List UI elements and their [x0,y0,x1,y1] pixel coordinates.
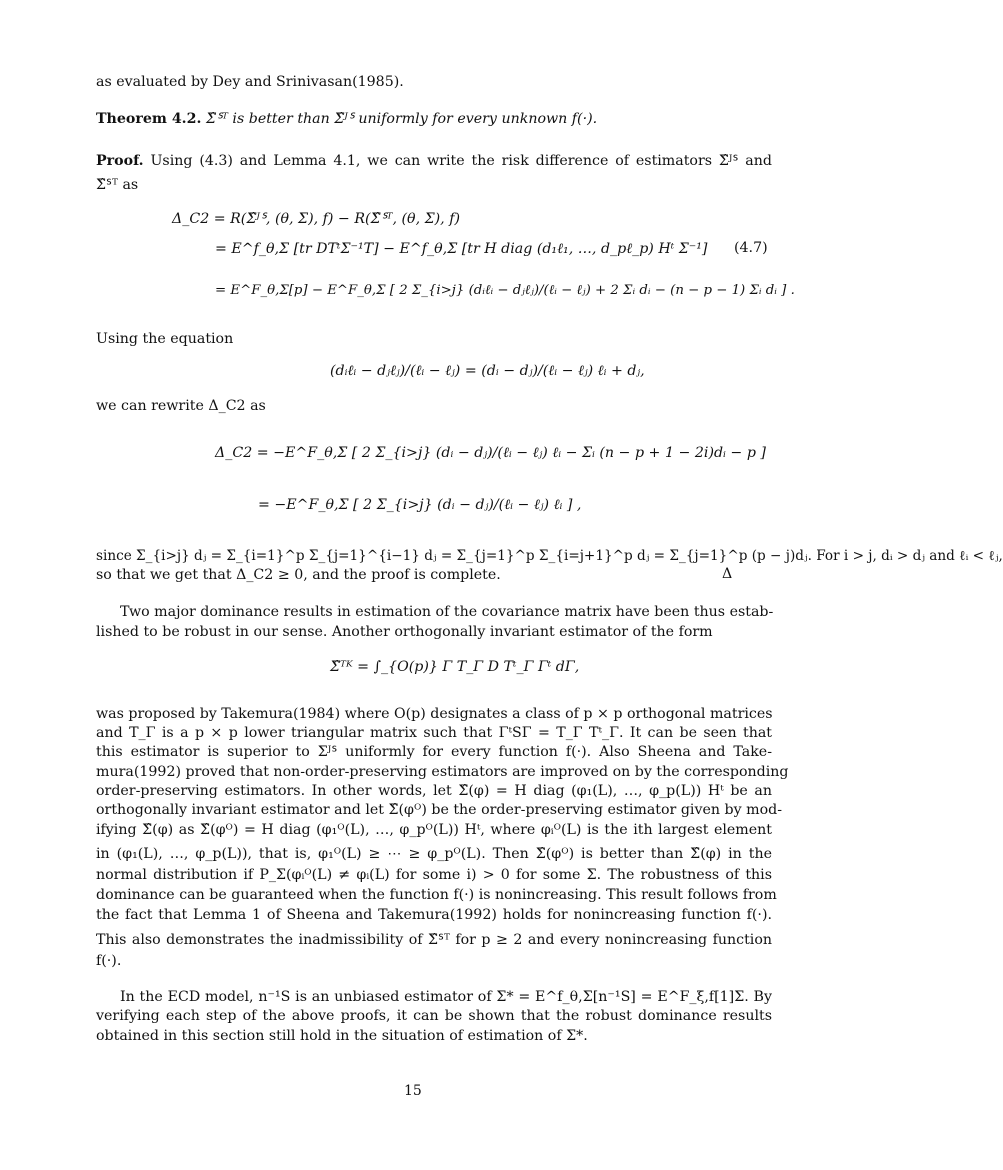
equation-number: (4.7) [734,240,768,256]
proof-text: Using (4.3) and Lemma 4.1, we can write the risk difference of estimators Σ̂ᴶᔆ and [150,153,772,169]
text-line: the fact that Lemma 1 of Sheena and Takemura(1992) holds for nonincreasing function f(·). [96,907,772,923]
text-line: this estimator is superior to Σᴶᔆ uniformly for every function f(·). Also Sheena and Take- [96,744,772,760]
text-line: verifying each step of the above proofs, it can be shown that the robust dominance results [96,1008,772,1024]
text-line: orthogonally invariant estimator and let Σ̂(φᴼ) be the order-preserving estimator given by mod- [96,802,782,818]
text-line: lished to be robust in our sense. Another orthogonally invariant estimator of the form [96,624,713,640]
theorem-text: Σ̂ᔆᵀ is better than Σ̂ᴶᔆ uniformly for every unknown f(·). [205,111,598,127]
proof-line-2: Σ̂ᔆᵀ as [96,177,139,193]
text-line: and T_Γ is a p × p lower triangular matrix such that ΓᵗSΓ = T_Γ Tᵗ_Γ. It can be seen that [96,725,772,741]
equation-delta-1: Δ_C2 = −E^F_θ,Σ [ 2 Σ_{i>j} (dᵢ − dⱼ)/(ℓᵢ − ℓⱼ) ℓᵢ − Σᵢ (n − p + 1 − 2i)dᵢ − p ] [215,445,766,461]
equation-delta-2: = −E^F_θ,Σ [ 2 Σ_{i>j} (dᵢ − dⱼ)/(ℓᵢ − ℓⱼ) ℓᵢ ] , [258,497,582,513]
text-line: obtained in this section still hold in the situation of estimation of Σ*. [96,1028,588,1044]
text-line: This also demonstrates the inadmissibility of Σ̂ᔆᵀ for p ≥ 2 and every nonincreasing function [96,932,772,948]
text-line: ifying Σ̂(φ) as Σ̂(φᴼ) = H diag (φ₁ᴼ(L), …, φ_pᴼ(L)) Hᵗ, where φᵢᴼ(L) is the ith largest element [96,822,772,838]
text-line: we can rewrite Δ_C2 as [96,398,266,414]
qed-symbol: Δ [722,566,733,582]
text-line: as evaluated by Dey and Srinivasan(1985). [96,74,404,90]
equation-row-3: = E^F_θ,Σ[p] − E^F_θ,Σ [ 2 Σ_{i>j} (dᵢℓᵢ − dⱼℓⱼ)/(ℓᵢ − ℓⱼ) + 2 Σᵢ dᵢ − (n − p − 1) Σᵢ dᵢ ] . [215,283,795,298]
text-line: normal distribution if P_Σ(φᵢᴼ(L) ≠ φᵢ(L) for some i) > 0 for some Σ. The robustness of this [96,867,772,883]
text-line: so that we get that Δ_C2 ≥ 0, and the proof is complete. [96,567,501,583]
text-line: order-preserving estimators. In other words, let Σ̂(φ) = H diag (φ₁(L), …, φ_p(L)) Hᵗ be an [96,783,772,799]
text-line: in (φ₁(L), …, φ_p(L)), that is, φ₁ᴼ(L) ≥ ⋯ ≥ φ_pᴼ(L). Then Σ̂(φᴼ) is better than Σ̂(φ) in the [96,846,772,862]
proof-label: Proof. [96,153,144,169]
theorem [96,110,772,128]
equation-identity: (dᵢℓᵢ − dⱼℓⱼ)/(ℓᵢ − ℓⱼ) = (dᵢ − dⱼ)/(ℓᵢ − ℓⱼ) ℓᵢ + dⱼ, [330,363,645,379]
text-line: Two major dominance results in estimation of the covariance matrix have been thus estab- [120,604,774,620]
text-line: In the ECD model, n⁻¹S is an unbiased estimator of Σ* = E^f_θ,Σ[n⁻¹S] = E^F_ξ,f[1]Σ. By [120,989,772,1005]
proof-line-1 [96,152,772,170]
equation-row-1: Δ_C2 = R(Σ̂ᴶᔆ, (θ, Σ), f) − R(Σ̂ᔆᵀ, (θ, Σ), f) [172,211,460,227]
text-line: was proposed by Takemura(1984) where O(p) designates a class of p × p orthogonal matrices [96,706,773,722]
theorem-label: Theorem 4.2. [96,111,202,127]
text-line: f(·). [96,953,122,969]
equation-row-2: = E^f_θ,Σ [tr DTᵗΣ⁻¹T] − E^f_θ,Σ [tr H diag (d₁ℓ₁, …, d_pℓ_p) Hᵗ Σ⁻¹] [215,241,708,257]
text-line: Using the equation [96,331,234,347]
text-line: dominance can be guaranteed when the function f(·) is nonincreasing. This result follows from [96,887,777,903]
text-line: since Σ_{i>j} dⱼ = Σ_{i=1}^p Σ_{j=1}^{i−1} dⱼ = Σ_{j=1}^p Σ_{i=j+1}^p dⱼ = Σ_{j=1}^p (p − j)dⱼ. For i > j, dᵢ > dⱼ and ℓᵢ < ℓⱼ, [96,548,1003,564]
page-number: 15 [404,1083,422,1099]
equation-takemura: Σ̂ᵀᴷ = ∫_{O(p)} Γ T_Γ D Tᵗ_Γ Γᵗ dΓ, [330,659,580,675]
text-line: mura(1992) proved that non-order-preserving estimators are improved on by the corresponding [96,764,789,780]
